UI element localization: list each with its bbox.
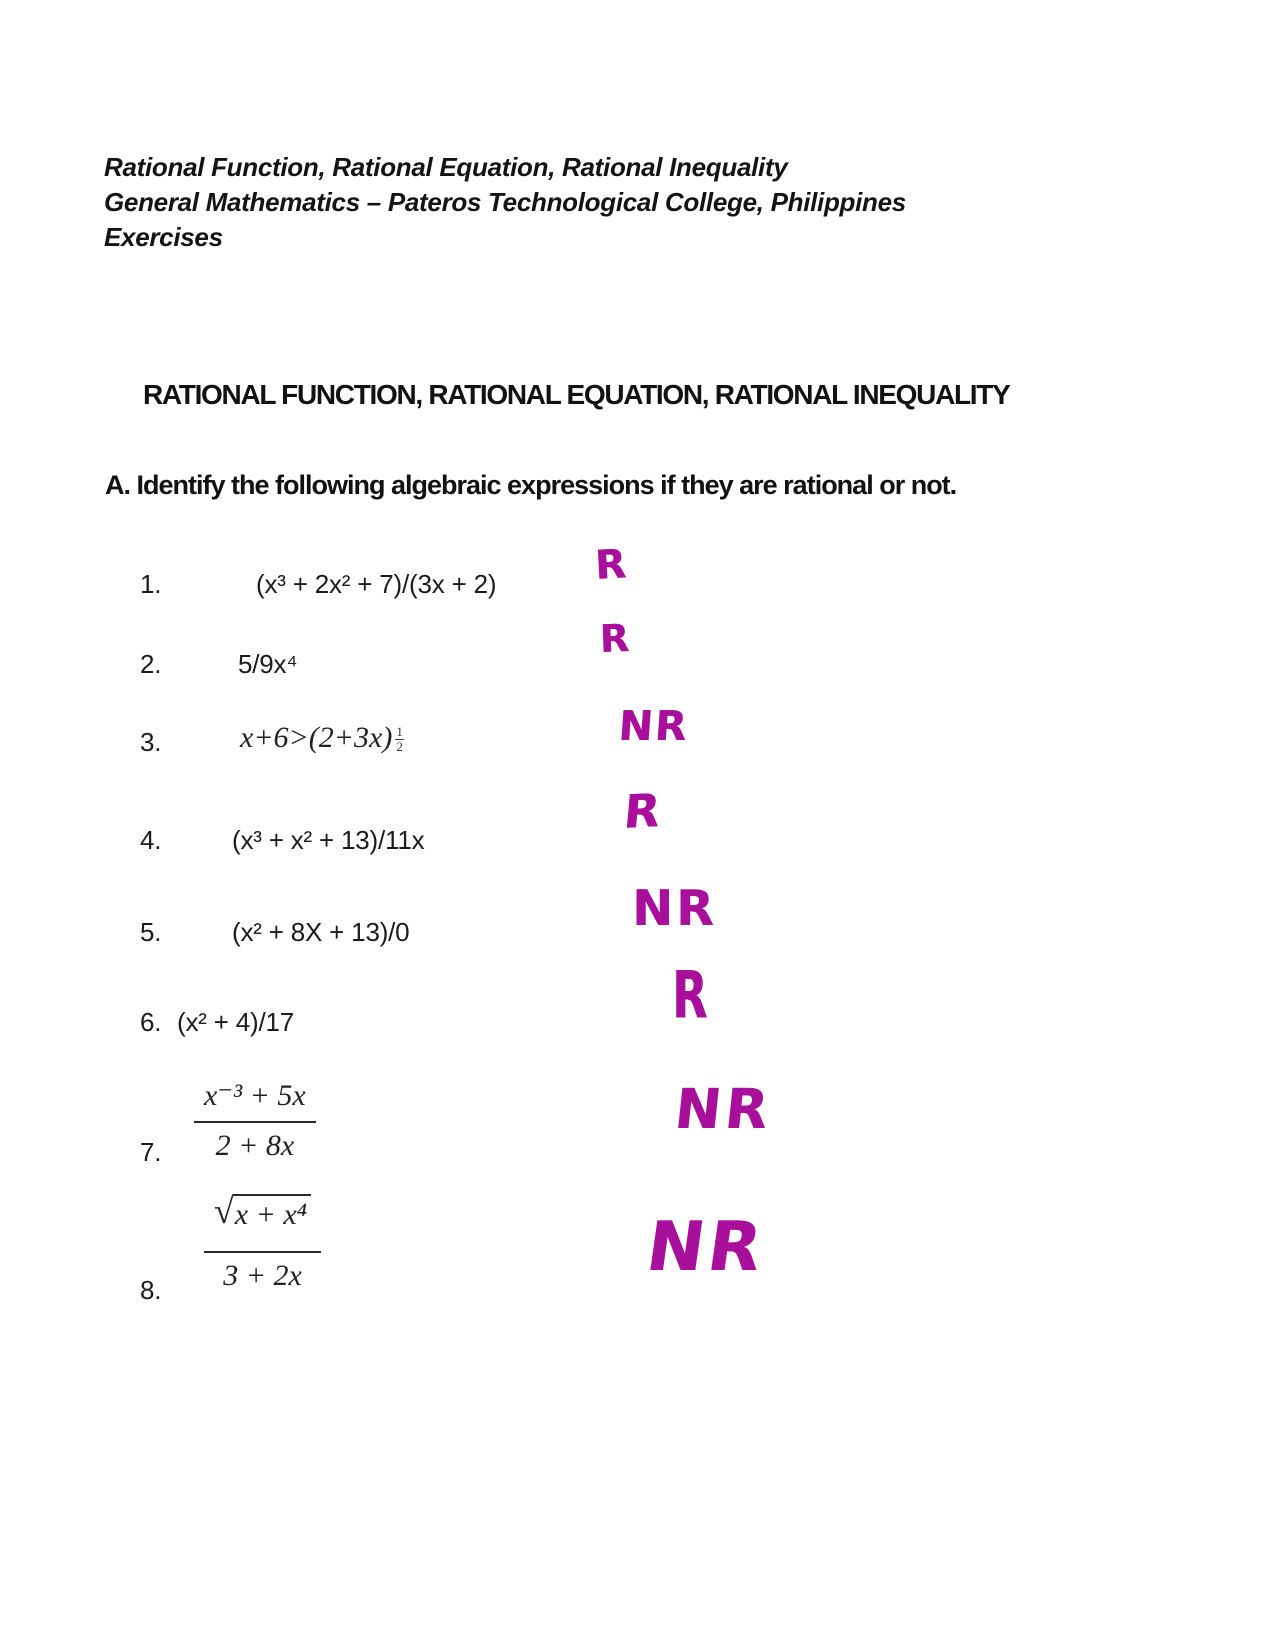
item-4-number: 4. (140, 825, 162, 855)
item-6-expression: (x² + 4)/17 (177, 1007, 295, 1037)
item-8-expression (204, 1191, 321, 1293)
item-8-number: 8. (140, 1275, 162, 1305)
item-4-answer: R (621, 783, 664, 839)
item-7-expression (194, 1079, 316, 1163)
document-header (104, 150, 906, 255)
item-6-answer: R (672, 957, 710, 1034)
item-3-answer: NR (616, 702, 691, 750)
header-line-2: General Mathematics – Pateros Technological College, Philippines (104, 187, 906, 217)
item-8-numerator (204, 1191, 321, 1253)
item-4-expression: (x³ + x² + 13)/11x (232, 825, 425, 855)
item-8-denominator: 3 + 2x (223, 1258, 302, 1292)
item-3-exponent-fraction (395, 725, 404, 753)
item-1-expression: (x³ + 2x² + 7)/(3x + 2) (256, 569, 497, 599)
item-7-numerator: x⁻³ + 5x (194, 1079, 316, 1123)
item-2-expression: 5/9x⁴ (238, 649, 298, 679)
item-5-answer: NR (632, 880, 717, 937)
item-5-number: 5. (140, 917, 162, 947)
item-6-number: 6. (140, 1007, 162, 1037)
item-3-expression (240, 723, 404, 753)
item-2-answer: R (598, 615, 632, 661)
item-3-number: 3. (140, 727, 162, 757)
header-line-3: Exercises (104, 222, 223, 252)
item-5-expression: (x² + 8X + 13)/0 (232, 917, 410, 947)
section-a-heading: A. Identify the following algebraic expressions if they are rational or not. (105, 470, 957, 500)
radical-icon: √ (214, 1191, 234, 1231)
worksheet-title: RATIONAL FUNCTION, RATIONAL EQUATION, RATIONAL INEQUALITY (143, 379, 1010, 410)
item-7-number: 7. (140, 1137, 162, 1167)
item-7-denominator: 2 + 8x (215, 1128, 295, 1162)
item-2-number: 2. (140, 649, 162, 679)
item-1-answer: R (593, 541, 630, 589)
item-3-expression-base: x+6>(2+3x) (240, 721, 393, 754)
exponent-numerator: 1 (396, 724, 403, 739)
exponent-denominator: 2 (396, 738, 403, 754)
item-7-answer: NR (671, 1077, 775, 1141)
header-line-1: Rational Function, Rational Equation, Rational Inequality (104, 152, 788, 182)
item-1-number: 1. (140, 569, 162, 599)
item-8-answer: NR (641, 1208, 771, 1287)
item-8-radicand: x + x⁴ (233, 1194, 311, 1233)
